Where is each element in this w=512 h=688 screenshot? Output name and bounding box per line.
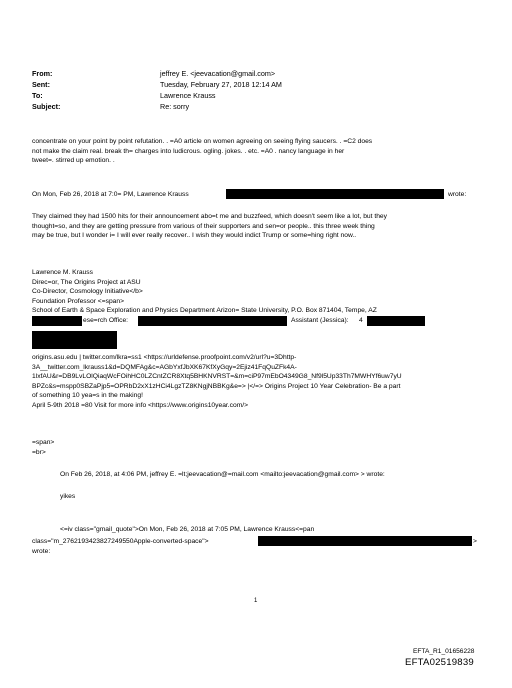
from-value: jeffrey E. <jeevacation@gmail.com> (160, 69, 276, 78)
efta-id-small: EFTA_R1_01656228 (413, 648, 475, 655)
quote-line: thought=so, and they are getting pressure from various of their supporters and sen=or people.. this three week thing (32, 222, 375, 230)
signature-line: Co-Director, Cosmology Initiative</b> (32, 288, 143, 296)
quote-line: They claimed they had 1500 hits for their announcement abo=t me and buzzfeed, which doesn't seem like a lot, but they (32, 213, 387, 220)
quote3-line1: <=iv class="gmail_quote">On Mon, Feb 26, 2018 at 7:05 PM, Lawrence Krauss<=pan (60, 526, 315, 533)
redaction-block (32, 331, 117, 349)
quote1-wrote: wrote: (448, 191, 467, 198)
redaction-block (367, 316, 425, 326)
tag-line: =br> (32, 448, 46, 456)
redaction-block (258, 536, 472, 546)
redaction-block (226, 189, 444, 199)
body-line: concentrate on your point by point refutation. . =A0 article on women agreeing on seeing flying saucers. . =C2 does (32, 138, 373, 145)
quote1-intro: On Mon, Feb 26, 2018 at 7:0= PM, Lawrence Krauss (32, 191, 189, 198)
tag-line: =span> (32, 439, 55, 446)
link-line: origins.asu.edu | twitter.com/lkra=ss1 <https://urldefense.proofpoint.com/v2/url?u=3Dhttp- (32, 354, 297, 361)
signature-line: School of Earth & Space Exploration and Physics Department Arizon= State University, P.O. Box 871404, Tempe, AZ (32, 307, 377, 315)
signature-line: Direc=or, The Origins Project at ASU (32, 278, 141, 286)
quote-line: may be true, but I wonder i= I will ever really recover.. I wish they would indict Trump or some=hing right now.. (32, 232, 357, 240)
signature-block (32, 268, 377, 316)
body-line: not make the claim real. break th= charges into ludicrous. ogling. jokes. . etc. =A0 . nancy language in her (32, 147, 345, 155)
sent-label: Sent: (32, 80, 50, 89)
link-line: BPZc&s=mspp0SBZaPjp5=OPRbD2xX1zHCi4LgzTZ8KNgjNBBKg&e=> |</=> Origins Project 10 Year Celebration- Be a part (32, 382, 401, 390)
subject-label: Subject: (32, 102, 61, 111)
research-office-label: ese=rch Office: (83, 317, 129, 324)
link-line: April 5-9th 2018 =80 Visit for more info <https://www.origins10year.com/> (32, 401, 249, 409)
link-line: 1lxfAU&r=DB9LvLOlQiaqWcFOihHC0LZCntZCR8Xtq5BHKNVRST=&m=ciP97mEbO4349G8_Nf9l5Up33Th7MWHYf6uw7yU (32, 373, 402, 381)
to-label: To: (32, 91, 43, 100)
quote3-wrote: wrote: (32, 548, 51, 555)
page-number: 1 (254, 598, 258, 604)
link-line: 3A__twitter.com_lkrauss1&d=DQMFAg&c=AGbYxfJbXK67KfXyGqy=2Ejiz41FqQuZFk4A- (32, 363, 297, 371)
quote2-line: On Feb 26, 2018, at 4:06 PM, jeffrey E. =lt;jeevacation@=mail.com <mailto:jeevacation@gmail.com> > wrote: (60, 471, 385, 478)
signature-links (32, 353, 402, 411)
signature-line: Lawrence M. Krauss (32, 269, 93, 276)
to-value: Lawrence Krauss (160, 91, 216, 100)
quote3-line2-start: class="m_2762193423827249550Apple-converted-space"> (32, 538, 209, 545)
quote3-line2-end: > (473, 538, 477, 545)
body-line: tweet=. stirred up emotion. . (32, 157, 115, 165)
body-text (32, 137, 372, 166)
quote1-text (32, 212, 387, 241)
assistant-tail: 4 (359, 317, 363, 324)
html-tag-text (32, 438, 54, 457)
quote2-reply: yikes (60, 493, 76, 500)
efta-id-large: EFTA02519839 (405, 657, 474, 668)
redaction-block (32, 316, 82, 326)
redaction-block (138, 316, 287, 326)
link-line: of something 10 yea=s in the making! (32, 392, 143, 400)
signature-line: Foundation Professor <=span> (32, 297, 125, 305)
subject-value: Re: sorry (160, 102, 190, 111)
sent-value: Tuesday, February 27, 2018 12:14 AM (160, 80, 282, 89)
from-label: From: (32, 69, 53, 78)
assistant-label: Assistant (Jessica): (291, 317, 349, 324)
